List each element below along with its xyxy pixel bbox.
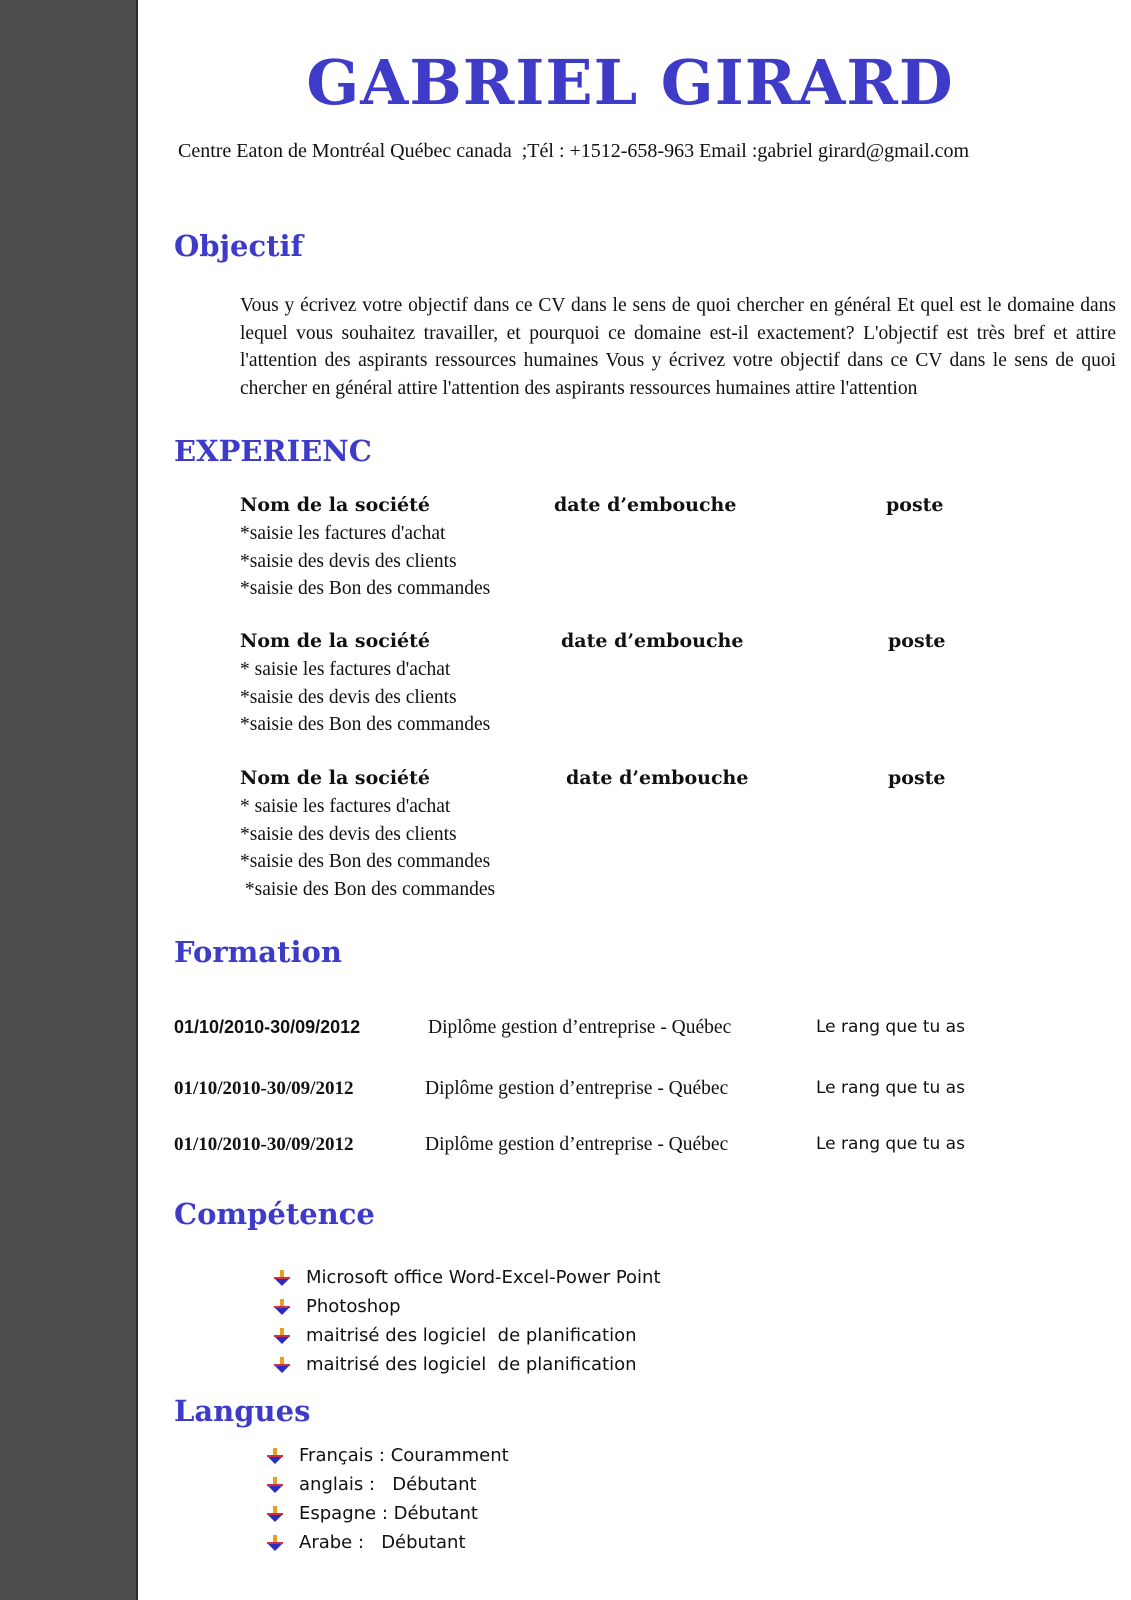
education-dates: 01/10/2010-30/09/2012 xyxy=(174,1078,354,1099)
job-task: *saisie des Bon des commandes xyxy=(240,578,491,599)
job-entry xyxy=(240,494,944,603)
skill-label: Photoshop xyxy=(306,1296,401,1317)
arrow-bullet-icon xyxy=(274,1270,290,1286)
skill-label: maitrisé des logiciel de planification xyxy=(306,1325,637,1346)
job-position: poste xyxy=(888,767,946,789)
list-item xyxy=(270,1292,661,1321)
job-task: *saisie des Bon des commandes xyxy=(240,878,496,900)
job-company: Nom de la société xyxy=(240,494,430,516)
job-entry xyxy=(240,767,946,903)
section-title-objective: Objectif xyxy=(174,229,304,263)
arrow-bullet-icon xyxy=(274,1357,290,1373)
objective-text-block xyxy=(240,292,1116,402)
candidate-name: GABRIEL GIRARD xyxy=(306,46,954,119)
section-title-education: Formation xyxy=(174,935,342,969)
skill-label: Microsoft office Word-Excel-Power Point xyxy=(306,1267,661,1288)
job-header xyxy=(240,494,944,520)
education-dates: 01/10/2010-30/09/2012 xyxy=(174,1134,354,1155)
arrow-bullet-icon xyxy=(274,1328,290,1344)
list-item xyxy=(263,1499,509,1528)
job-position: poste xyxy=(886,494,944,516)
arrow-bullet-icon xyxy=(267,1506,283,1522)
education-diploma: Diplôme gestion d’entreprise - Québec xyxy=(425,1078,729,1099)
list-item xyxy=(263,1441,509,1470)
education-row xyxy=(174,1078,994,1108)
arrow-bullet-icon xyxy=(267,1448,283,1464)
arrow-bullet-icon xyxy=(267,1535,283,1551)
job-task: *saisie les factures d'achat xyxy=(240,523,446,544)
education-dates: 01/10/2010-30/09/2012 xyxy=(174,1017,361,1037)
education-rank: Le rang que tu as xyxy=(816,1017,965,1037)
job-company: Nom de la société xyxy=(240,630,430,652)
language-label: Arabe : Débutant xyxy=(299,1532,466,1553)
job-task: *saisie des devis des clients xyxy=(240,823,457,845)
objective-text: Vous y écrivez votre objectif dans ce CV dans le sens de quoi chercher en général Et quel est le domaine dans lequel vous souhaitez travailler, et pourquoi ce domaine est-il exactement? L'objectif est très bref et attire l'attention des aspirants ressources humaines Vous y écrivez votre objectif dans ce CV dans le sens de quoi chercher en général attire l'attention des aspirants ressources humaines attire l'attention xyxy=(240,295,1116,399)
job-entry xyxy=(240,630,946,739)
job-date: date d’embouche xyxy=(566,767,749,789)
contact-line: Centre Eaton de Montréal Québec canada ;Tél : +1512-658-963 Email :gabriel girard@gmail.com xyxy=(178,140,970,162)
languages-list xyxy=(263,1441,509,1557)
job-header xyxy=(240,767,946,793)
job-task: *saisie des Bon des commandes xyxy=(240,851,491,872)
sidebar-decoration xyxy=(0,0,138,1600)
list-item xyxy=(270,1321,661,1350)
job-task: *saisie des devis des clients xyxy=(240,686,457,708)
skills-list xyxy=(270,1263,661,1379)
job-task: *saisie des Bon des commandes xyxy=(240,714,491,735)
list-item xyxy=(263,1470,509,1499)
arrow-bullet-icon xyxy=(267,1477,283,1493)
education-rank: Le rang que tu as xyxy=(816,1134,965,1154)
education-row xyxy=(174,1134,994,1164)
language-label: Espagne : Débutant xyxy=(299,1503,478,1524)
job-date: date d’embouche xyxy=(554,494,737,516)
list-item xyxy=(270,1263,661,1292)
arrow-bullet-icon xyxy=(274,1299,290,1315)
education-diploma: Diplôme gestion d’entreprise - Québec xyxy=(425,1134,729,1155)
section-title-skills: Compétence xyxy=(174,1197,375,1231)
list-item xyxy=(263,1528,509,1557)
section-title-experience: EXPERIENC xyxy=(174,434,372,468)
job-task: * saisie les factures d'achat xyxy=(240,796,451,817)
job-task: * saisie les factures d'achat xyxy=(240,659,451,680)
section-title-languages: Langues xyxy=(174,1394,311,1428)
job-header xyxy=(240,630,946,656)
language-label: Français : Couramment xyxy=(299,1445,509,1466)
list-item xyxy=(270,1350,661,1379)
education-diploma: Diplôme gestion d’entreprise - Québec xyxy=(428,1017,732,1038)
education-rank: Le rang que tu as xyxy=(816,1078,965,1098)
job-date: date d’embouche xyxy=(561,630,744,652)
language-label: anglais : Débutant xyxy=(299,1474,477,1495)
education-row xyxy=(174,1017,994,1047)
job-task: *saisie des devis des clients xyxy=(240,550,457,572)
job-company: Nom de la société xyxy=(240,767,430,789)
skill-label: maitrisé des logiciel de planification xyxy=(306,1354,637,1375)
job-position: poste xyxy=(888,630,946,652)
